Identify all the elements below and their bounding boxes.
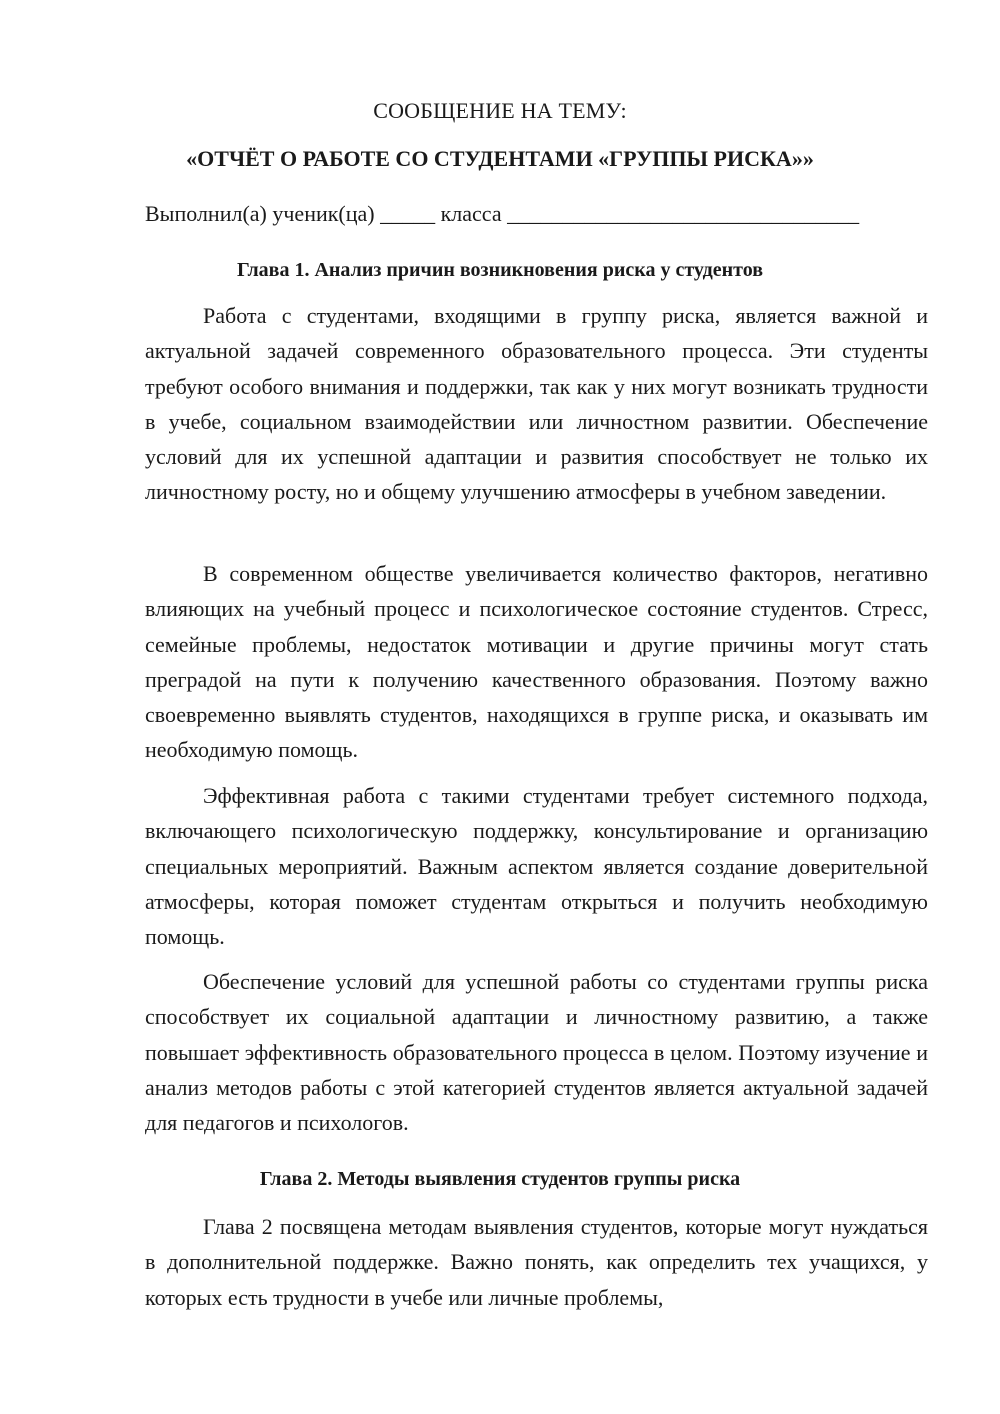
chapter-1-paragraph-4: Обеспечение условий для успешной работы со студентами группы риска способствует их социальной адаптации и личностному развитию, а также повышает эффективность образовательного процесса в целом. Поэтому изучение и анализ методов работы с этой категорией студентов является актуальной задачей для педагогов и психологов. [145,969,928,1136]
chapter-1-paragraph-3: Эффективная работа с такими студентами требует системного подхода, включающего психологическую поддержку, консультирование и организацию специальных мероприятий. Важным аспектом является создание доверительной атмосферы, которая поможет студентам открыться и получить необходимую помощь. [145,783,928,950]
document-subject-line: СООБЩЕНИЕ НА ТЕМУ: [373,98,627,123]
document-title: «ОТЧЁТ О РАБОТЕ СО СТУДЕНТАМИ «ГРУППЫ РИСКА»» [186,146,814,171]
chapter-2-paragraph-1: Глава 2 посвящена методам выявления студентов, которые могут нуждаться в дополнительной поддержке. Важно понять, как определить тех учащихся, у которых есть трудности в учебе или личные проблемы, [145,1214,928,1310]
chapter-1-paragraph-1: Работа с студентами, входящими в группу риска, является важной и актуальной задачей современного образовательного процесса. Эти студенты требуют особого внимания и поддержки, так как у них могут возникать трудности в учебе, социальном взаимодействии или личностном развитии. Обеспечение условий для их успешной адаптации и развития способствует не только их личностному росту, но и общему улучшению атмосферы в учебном заведении. [145,303,928,505]
chapter-1-paragraph-2: В современном обществе увеличивается количество факторов, негативно влияющих на учебный процесс и психологическое состояние студентов. Стресс, семейные проблемы, недостаток мотивации и другие причины могут стать преградой на пути к получению качественного образования. Поэтому важно своевременно выявлять студентов, находящихся в группе риска, и оказывать им необходимую помощь. [145,561,928,763]
author-line: Выполнил(а) ученик(ца) _____ класса ________________________________ [145,201,860,226]
chapter-2-heading: Глава 2. Методы выявления студентов группы риска [259,1168,741,1190]
chapter-1-heading: Глава 1. Анализ причин возникновения риска у студентов [236,259,764,281]
